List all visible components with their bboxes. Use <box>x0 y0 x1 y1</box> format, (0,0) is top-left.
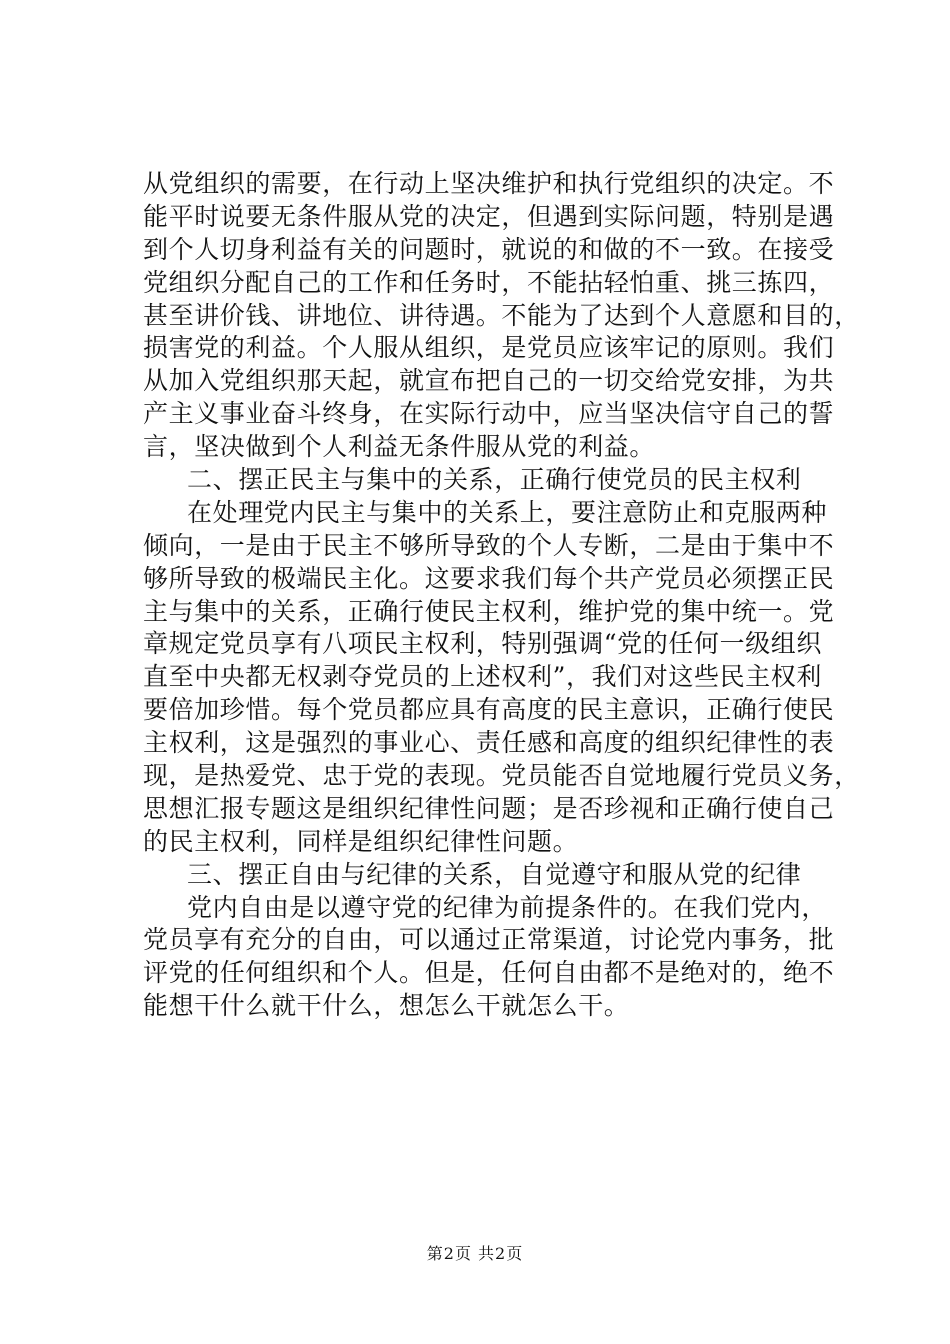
text-line: 章规定党员享有八项民主权利，特别强调“党的任何一级组织 <box>143 629 822 659</box>
text-line: 党内自由是以遵守党的纪律为前提条件的。在我们党内， <box>187 892 828 922</box>
text-line: 评党的任何组织和个人。但是，任何自由都不是绝对的，绝不 <box>143 958 835 988</box>
text-line: 思想汇报专题这是组织纪律性问题；是否珍视和正确行使自己 <box>143 793 835 823</box>
text-line: 主与集中的关系，正确行使民主权利，维护党的集中统一。党 <box>143 596 835 626</box>
text-line: 能想干什么就干什么，想怎么干就怎么干。 <box>143 991 630 1021</box>
page-footer: 第2页 共2页 <box>426 1244 524 1263</box>
text-line: 从党组织的需要，在行动上坚决维护和执行党组织的决定。不 <box>143 169 835 198</box>
text-line: 主权利，这是强烈的事业心、责任感和高度的组织纪律性的表 <box>143 728 835 758</box>
text-line: 二、摆正民主与集中的关系，正确行使党员的民主权利 <box>187 465 802 495</box>
text-line: 要倍加珍惜。每个党员都应具有高度的民主意识，正确行使民 <box>143 695 835 725</box>
document-body <box>143 168 860 1023</box>
text-line: 党员享有充分的自由，可以通过正常渠道，讨论党内事务，批 <box>143 925 835 955</box>
text-line: 从加入党组织那天起，就宣布把自己的一切交给党安排，为共 <box>143 366 835 396</box>
text-line: 倾向，一是由于民主不够所导致的个人专断，二是由于集中不 <box>143 530 835 560</box>
text-line: 产主义事业奋斗终身，在实际行动中，应当坚决信守自己的誓 <box>143 399 835 429</box>
text-line: 言，坚决做到个人利益无条件服从党的利益。 <box>143 432 656 462</box>
text-line: 党组织分配自己的工作和任务时，不能拈轻怕重、挑三拣四， <box>143 267 835 297</box>
text-line: 到个人切身利益有关的问题时，就说的和做的不一致。在接受 <box>143 234 835 264</box>
text-line: 直至中央都无权剥夺党员的上述权利”，我们对这些民主权利 <box>143 662 822 692</box>
text-line: 甚至讲价钱、讲地位、讲待遇。不能为了达到个人意愿和目的， <box>143 300 860 330</box>
text-line: 现，是热爱党、忠于党的表现。党员能否自觉地履行党员义务， <box>143 761 860 791</box>
text-line: 的民主权利，同样是组织纪律性问题。 <box>143 826 579 856</box>
text-line: 够所导致的极端民主化。这要求我们每个共产党员必须摆正民 <box>143 563 835 593</box>
text-line: 能平时说要无条件服从党的决定，但遇到实际问题，特别是遇 <box>143 201 835 231</box>
text-line: 三、摆正自由与纪律的关系，自觉遵守和服从党的纪律 <box>187 859 802 889</box>
text-line: 损害党的利益。个人服从组织，是党员应该牢记的原则。我们 <box>143 333 835 363</box>
text-line: 在处理党内民主与集中的关系上，要注意防止和克服两种 <box>187 497 828 527</box>
